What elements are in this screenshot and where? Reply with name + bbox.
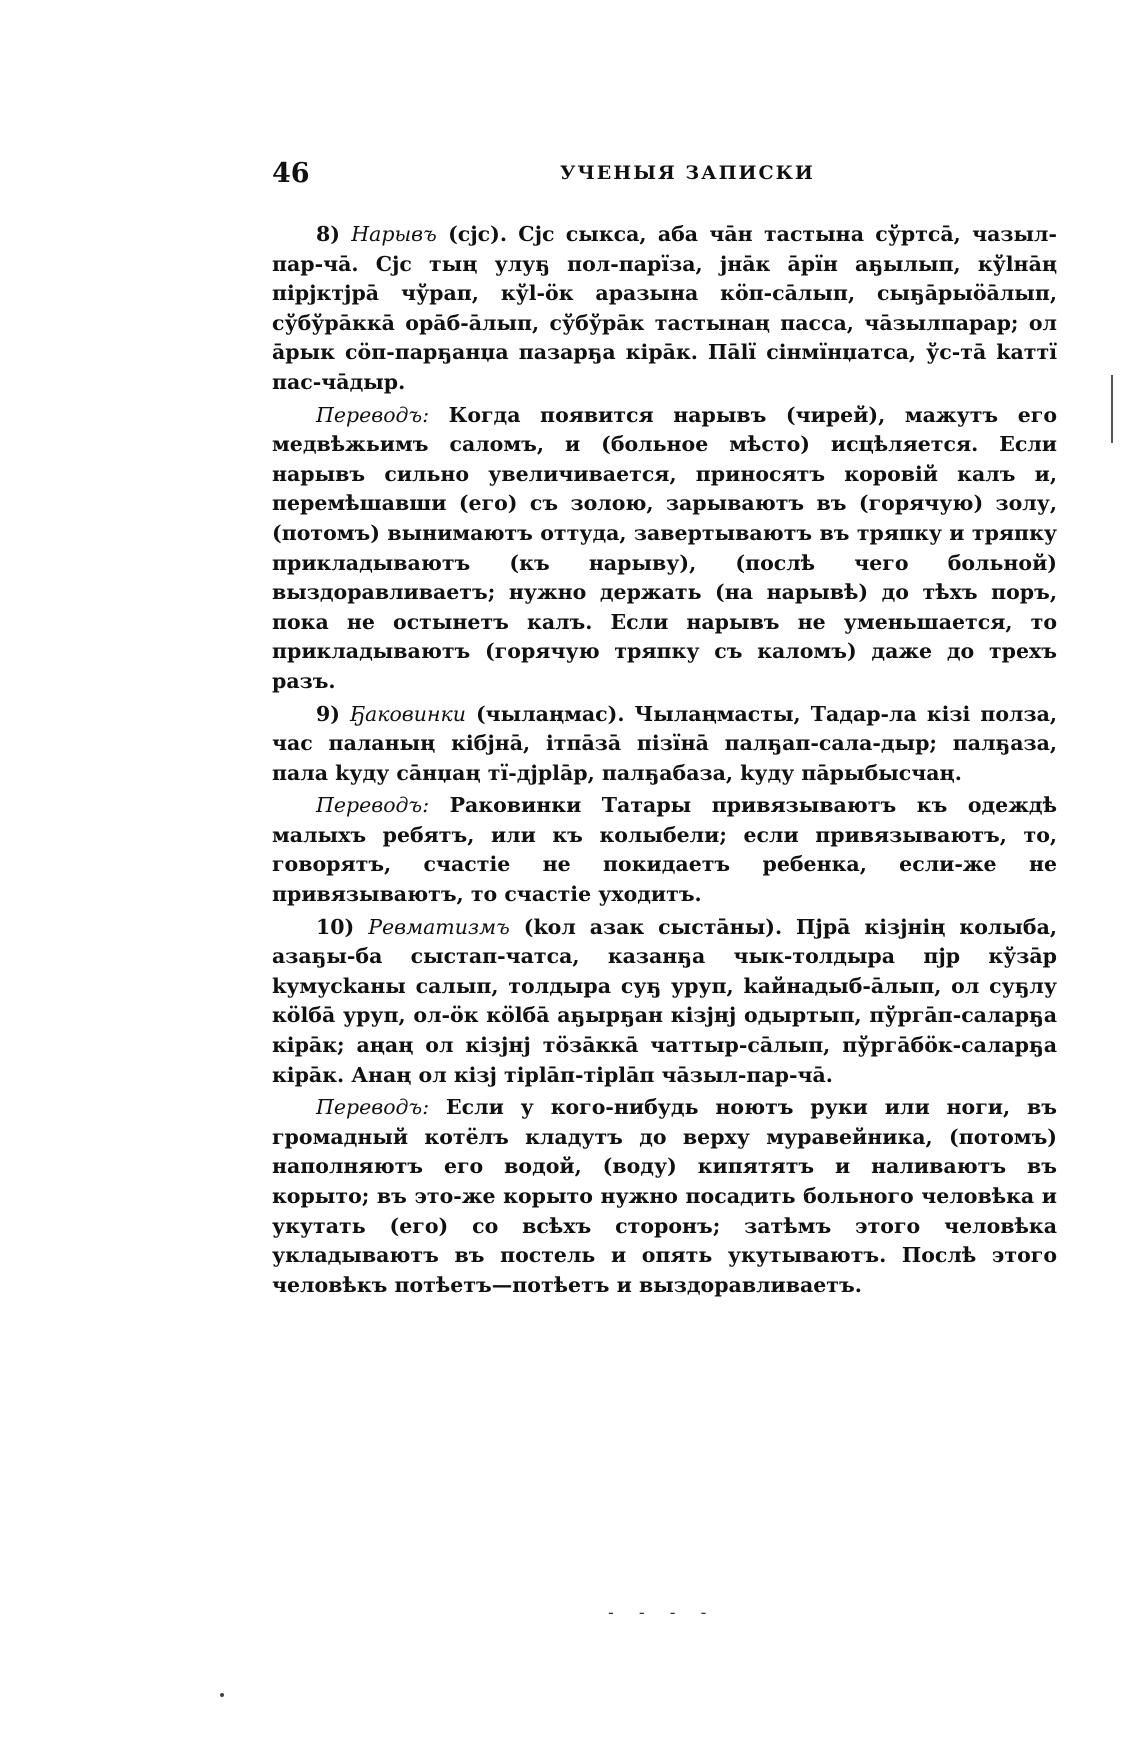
margin-mark: [1111, 375, 1113, 443]
margin-dot: [220, 1693, 224, 1697]
translation-text: Когда появится нарывъ (чирей), мажутъ его медвѣжьимъ саломъ, и (больное мѣсто) исцѣляется. Если нарывъ сильно увеличивается, приносятъ коровій калъ и, перемѣшавши (его) съ золою, зарываютъ въ (горячую) золу, (потомъ) вынимаютъ оттуда, завертываютъ въ тряпку и тряпку прикладываютъ (къ нарыву), (послѣ чего больной) выздоравливаетъ; нужно держать (на нарывѣ) до тѣхъ поръ, пока не остынетъ калъ. Если нарывъ не уменьшается, то прикладываютъ (горячую тряпку съ каломъ) даже до трехъ разъ.: [272, 402, 1057, 693]
translation-text: Если у кого-нибудь ноютъ руки или ноги, въ громадный котёлъ кладутъ до верху муравейника, (потомъ) наполняютъ его водой, (воду) кипятятъ и наливаютъ въ корыто; въ это-же корыто нужно посадить больного человѣка и укутать (его) со всѣхъ сторонъ; затѣмъ этого человѣка укладываютъ въ постель и опять укутываютъ. Послѣ этого человѣкъ потѣетъ—потѣетъ и выздоравливаетъ.: [272, 1095, 1057, 1297]
entry-9-native-paragraph: [272, 700, 1057, 789]
page-number: 46: [272, 158, 310, 189]
entry-8-translation-paragraph: [272, 401, 1057, 697]
entry-10-native-paragraph: [272, 913, 1057, 1091]
entry-8-native-paragraph: [272, 220, 1057, 398]
running-title: УЧЕНЫЯ ЗАПИСКИ: [560, 162, 815, 184]
entry-number: 9): [316, 701, 340, 726]
translation-text: Раковинки Татары привязываютъ къ одеждѣ малыхъ ребятъ, или къ колыбели; если привязываютъ, то, говорятъ, счастіе не покидаетъ ребенка, если-же не привязываютъ, то счастіе уходитъ.: [272, 793, 1057, 907]
entry-native-text: (сјс). Сјс сыкса, аба чāн тастына сўртсā, чазыл-пар-чā. Сјс тың улуҕ пол-парїза, јнāк āрїн аҕылып, кўlнāң пірјктјрā чўрап, кўl-öк аразына кöп-сāлып, сыҕāрыöāлып, сўбўрāккā орāб-āлып, сўбўрāк тастынаң пасса, чāзылпарар; ол āрык сöп-парҕанџа пазарҕа кірāк. Пālї сінмїнџатса, ўс-тā kаттї пас-чāдыр.: [272, 222, 1057, 394]
end-rule: - - - -: [608, 1603, 717, 1622]
entry-native-text: (чылаңмас). Чылаңмасты, Тадар-ла кізі полза, час паланың кібјнā, ітпāзā пізїнā палҕап-сала-дыр; палҕаза, пала kуду сāнџаң тї-дјрlāр, палҕабаза, kуду пāрыбысчаң.: [272, 701, 1057, 785]
page-body: [272, 220, 1057, 1303]
translation-label: Переводъ:: [316, 793, 430, 818]
entry-number: 10): [316, 914, 355, 939]
translation-label: Переводъ:: [316, 402, 430, 427]
entry-term: Нарывъ: [351, 222, 437, 246]
entry-native-text: (kол азак сыстāны). Пјрā кізјнің колыба, азаҕы-ба сыстап-чатса, казанҕа чык-толдыра пјр кўзāр kумусkаны салып, толдыра суҕ уруп, kайнадыб-āлып, ол суҕлу кölбā уруп, ол-öк кölбā аҕырҕан кізјнј одыртып, пўргāп-саларҕа кірāк; аңаң ол кізјнј тöзāккā чаттыр-сāлып, пўргāбöк-саларҕа кірāк. Анаң ол кізј тірlāп-тірlāп чāзыл-пар-чā.: [272, 914, 1057, 1087]
entry-10-translation-paragraph: [272, 1093, 1057, 1300]
entry-9-translation-paragraph: [272, 791, 1057, 909]
entry-number: 8): [316, 222, 340, 246]
entry-term: Ҕаковинки: [350, 701, 466, 726]
entry-term: Ревматизмъ: [368, 914, 510, 939]
translation-label: Переводъ:: [316, 1095, 430, 1120]
